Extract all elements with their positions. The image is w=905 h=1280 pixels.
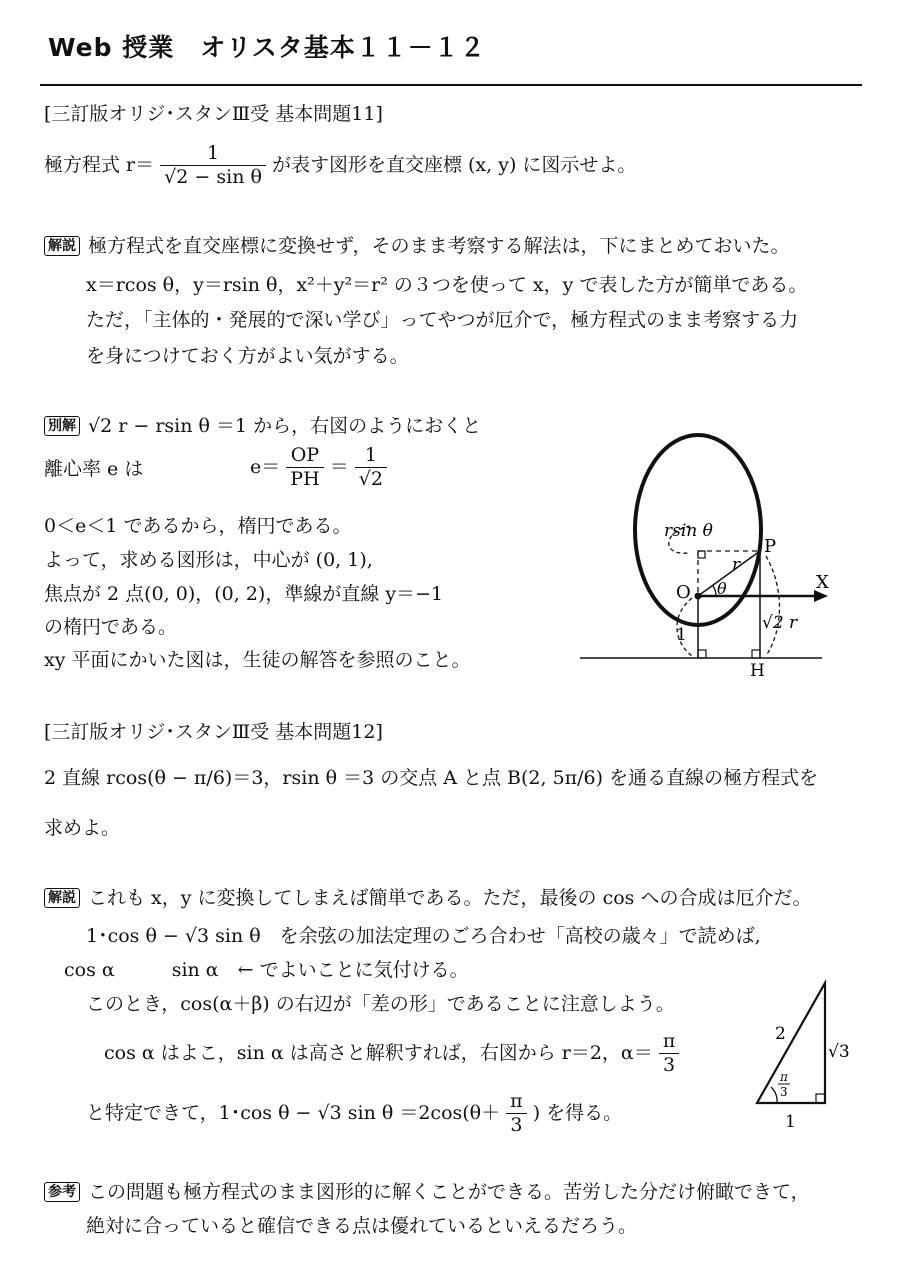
betsu-first-text: √2 r − rsin θ ＝1 から，右図のようにおくと — [88, 415, 482, 437]
label-one: 1 — [676, 625, 687, 645]
problem11-stmt-b: が表す図形を直交座標 (x, y) に図示せよ。 — [271, 153, 637, 176]
line6-text-a: と特定できて，1･cos θ − √3 sin θ ＝2cos(θ＋ — [86, 1101, 501, 1124]
problem11-fraction — [160, 142, 266, 190]
kaisetsu12-line-6 — [86, 1090, 622, 1138]
problem12-source: [三訂版オリジ･スタンⅢ受 基本問題12] — [44, 721, 383, 743]
sqrt2r-brace — [766, 556, 780, 656]
label-o: O — [676, 582, 691, 603]
label-x: X — [816, 572, 829, 593]
kaisetsu-line-4: を身につけておく方がよい気がする。 — [86, 345, 409, 367]
kaisetsu12-line-2: 1･cos θ − √3 sin θ を余弦の加法定理のごろ合わせ「高校の歳々」で読めば, — [86, 925, 761, 947]
triangle-angle-num: π — [780, 1070, 788, 1084]
ellipse-diagram — [570, 428, 850, 683]
betsu-line-1: 0＜e＜1 であるから，楕円である。 — [44, 515, 352, 537]
triangle-side-label: √3 — [828, 1042, 850, 1062]
page-title: Web 授業 オリスタ基本１１－１２ — [48, 33, 486, 62]
ecc-den-1: PH — [290, 467, 320, 490]
line5-text: cos α はよこ，sin α は高さと解釈すれば，右図から r＝2，α＝ — [104, 1041, 653, 1064]
sanko-first — [44, 1178, 810, 1207]
kaisetsu-tag: 解説 — [44, 236, 80, 256]
triangle-angle-arc — [771, 1087, 777, 1103]
ecc-eq-2: ＝ — [329, 455, 349, 478]
problem11-frac-num: 1 — [160, 142, 266, 166]
triangle-base-label: 1 — [785, 1112, 796, 1132]
radius-op — [698, 551, 760, 596]
ecc-frac-2 — [355, 444, 387, 492]
line6-den: 3 — [510, 1113, 523, 1136]
triangle-shape — [757, 983, 825, 1103]
triangle-hyp-label: 2 — [775, 1024, 786, 1044]
line6-frac — [506, 1090, 527, 1138]
right-angle-mark-3 — [698, 551, 705, 558]
kaisetsu-line-3: ただ，「主体的・発展的で深い学び」ってやつが厄介で，極方程式のまま考察する力 — [86, 309, 799, 331]
label-p: P — [764, 536, 777, 557]
betsu-tag: 別解 — [44, 416, 80, 436]
line5-num: π — [659, 1030, 680, 1054]
ecc-frac-1 — [286, 444, 323, 492]
line6-num: π — [506, 1090, 527, 1114]
kaisetsu12-line-3: cos α sin α ← でよいことに気付ける。 — [64, 959, 469, 981]
label-rsin: rsin θ — [664, 521, 713, 541]
label-sqrt2r: √2 r — [762, 613, 798, 633]
line6-text-b: ) を得る。 — [532, 1101, 623, 1124]
problem11-source: [三訂版オリジ･スタンⅢ受 基本問題11] — [44, 103, 383, 125]
triangle-angle-den: 3 — [780, 1085, 788, 1099]
right-angle-mark-1 — [698, 650, 706, 658]
problem11-stmt-a: 極方程式 r＝ — [44, 153, 155, 176]
ecc-num-2: 1 — [355, 444, 387, 468]
theta-arc — [713, 586, 716, 596]
ecc-label: 離心率 e は — [44, 458, 144, 480]
label-h: H — [750, 661, 765, 681]
problem11-kaisetsu — [44, 232, 789, 261]
betsu-first — [44, 412, 481, 441]
betsu-line-3: 焦点が 2 点(0, 0)，(0, 2)，準線が直線 y＝−1 — [44, 583, 444, 605]
label-r: r — [732, 555, 741, 575]
kaisetsu12-line-4: このとき，cos(α＋β) の右辺が「差の形」であることに注意しよう。 — [86, 993, 675, 1015]
betsu-line-5: xy 平面にかいた図は，生徒の解答を参照のこと。 — [44, 649, 471, 671]
problem11-statement — [44, 142, 636, 190]
title-rule — [40, 84, 862, 86]
sanko-line-1: この問題も極方程式のまま図形的に解くことができる。苦労した分だけ俯瞰できて， — [88, 1181, 810, 1203]
kaisetsu-line-1: 極方程式を直交座標に変換せず，そのまま考察する解法は，下にまとめておいた。 — [88, 235, 790, 257]
ecc-eq: e＝ — [250, 455, 281, 478]
sanko-line-2: 絶対に合っていると確信できる点は優れているといえるだろう。 — [86, 1215, 638, 1237]
line5-frac — [659, 1030, 680, 1078]
triangle-diagram — [745, 975, 865, 1135]
ecc-equation — [250, 444, 387, 492]
problem11-frac-den: √2 − sin θ — [164, 165, 262, 188]
line5-den: 3 — [663, 1053, 676, 1076]
kaisetsu12-first: これも x，y に変換してしまえば簡単である。ただ，最後の cos への合成は厄介だ。 — [88, 887, 812, 909]
problem12-stmt-1: 2 直線 rcos(θ − π/6)＝3，rsin θ ＝3 の交点 A と点 B(2, 5π/6) を通る直線の極方程式を — [44, 767, 819, 789]
problem12-stmt-2: 求めよ。 — [44, 817, 121, 839]
betsu-line-4: の楕円である。 — [44, 616, 178, 638]
label-theta: θ — [717, 579, 727, 598]
right-angle-mark-2 — [752, 650, 760, 658]
kaisetsu12-tag: 解説 — [44, 888, 80, 908]
triangle-right-angle — [816, 1094, 825, 1103]
ecc-num-1: OP — [286, 444, 323, 468]
origin-point — [695, 593, 702, 600]
problem12-kaisetsu — [44, 884, 811, 913]
kaisetsu12-line-5 — [104, 1030, 679, 1078]
betsu-line-2: よって，求める図形は，中心が (0, 1), — [44, 549, 373, 571]
ecc-den-2: √2 — [358, 467, 383, 490]
kaisetsu-line-2: x＝rcos θ，y＝rsin θ，x²＋y²＝r² の３つを使って x，y で表した方が簡単である。 — [86, 274, 808, 296]
sanko-tag: 参考 — [44, 1182, 80, 1202]
